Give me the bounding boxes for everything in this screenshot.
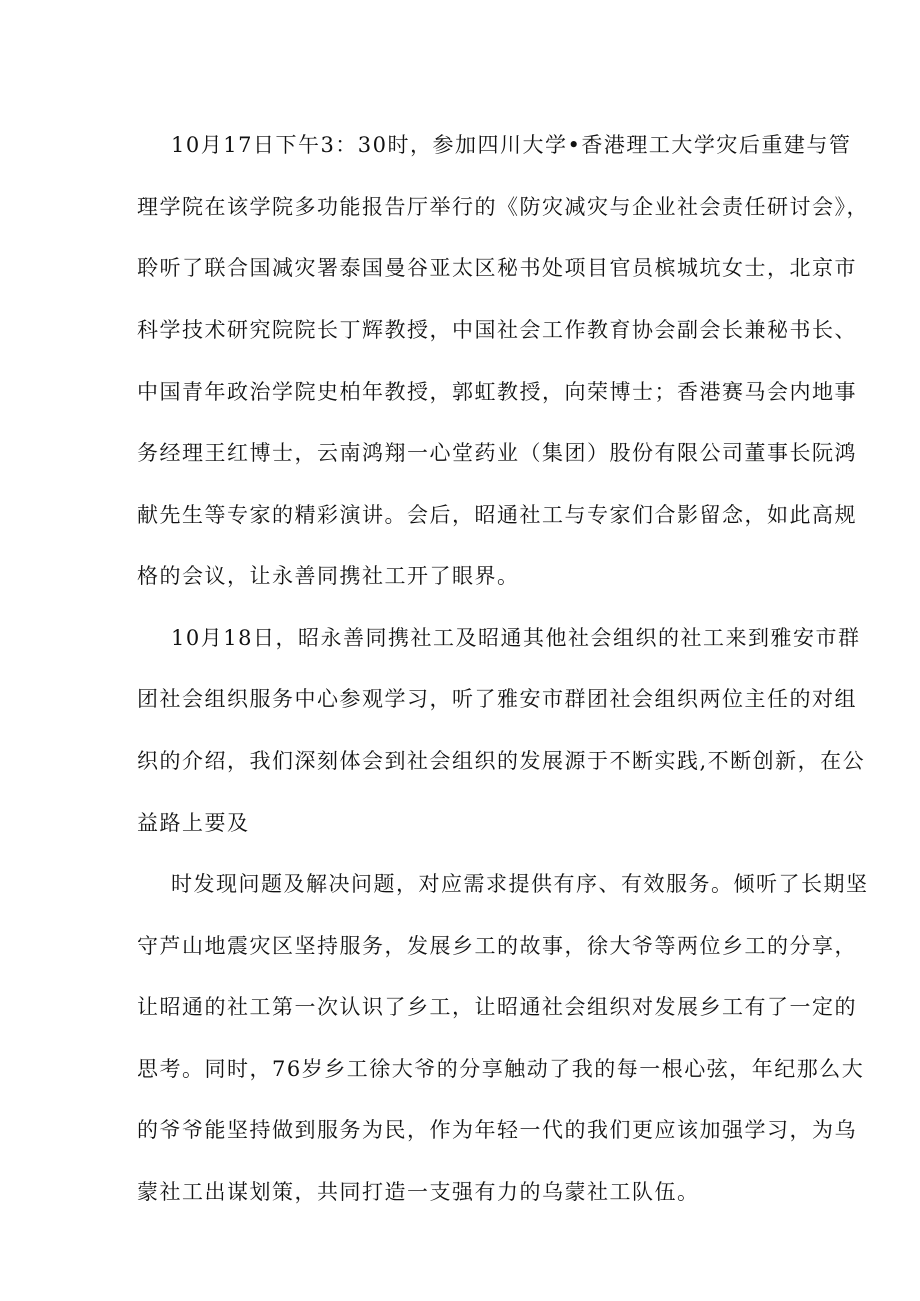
paragraph-3-line-1: 时发现问题及解决问题，对应需求提供有序、有效服务。倾听了长期坚 bbox=[171, 872, 869, 896]
paragraph-1-line-1: 10月17日下午3：30时，参加四川大学•香港理工大学灾后重建与管 bbox=[171, 133, 852, 157]
paragraph-3-line-4: 思考。同时，76岁乡工徐大爷的分享触动了我的每一根心弦，年纪那么大 bbox=[137, 1057, 865, 1081]
paragraph-3-line-2: 守芦山地震灾区坚持服务，发展乡工的故事，徐大爷等两位乡工的分享， bbox=[137, 934, 857, 958]
paragraph-2-line-4: 益路上要及 bbox=[137, 811, 250, 835]
paragraph-2-line-2: 团社会组织服务中心参观学习，听了雅安市群团社会组织两位主任的对组 bbox=[137, 687, 857, 711]
paragraph-2-line-1: 10月18日，昭永善同携社工及昭通其他社会组织的社工来到雅安市群 bbox=[171, 626, 861, 650]
paragraph-1-line-8: 格的会议，让永善同携社工开了眼界。 bbox=[137, 564, 520, 588]
paragraph-2-line-3: 织的介绍，我们深刻体会到社会组织的发展源于不断实践,不断创新，在公 bbox=[137, 749, 866, 773]
paragraph-3-line-3: 让昭通的社工第一次认识了乡工，让昭通社会组织对发展乡工有了一定的 bbox=[137, 995, 857, 1019]
paragraph-1-line-6: 务经理王红博士，云南鸿翔一心堂药业（集团）股份有限公司董事长阮鸿 bbox=[137, 441, 857, 465]
paragraph-1-line-7: 献先生等专家的精彩演讲。会后，昭通社工与专家们合影留念，如此高规 bbox=[137, 503, 857, 527]
paragraph-3-line-5: 的爷爷能坚持做到服务为民，作为年轻一代的我们更应该加强学习，为乌 bbox=[137, 1118, 857, 1142]
paragraph-1-line-3: 聆听了联合国减灾署泰国曼谷亚太区秘书处项目官员槟城坑女士，北京市 bbox=[137, 256, 857, 280]
paragraph-1-line-2: 理学院在该学院多功能报告厅举行的《防灾减灾与企业社会责任研讨会》， bbox=[137, 195, 869, 219]
paragraph-1-line-4: 科学技术研究院院长丁辉教授，中国社会工作教育协会副会长兼秘书长、 bbox=[137, 318, 857, 342]
paragraph-1-line-5: 中国青年政治学院史柏年教授，郭虹教授，向荣博士；香港赛马会内地事 bbox=[137, 380, 857, 404]
paragraph-3-line-6: 蒙社工出谋划策，共同打造一支强有力的乌蒙社工队伍。 bbox=[137, 1180, 700, 1204]
